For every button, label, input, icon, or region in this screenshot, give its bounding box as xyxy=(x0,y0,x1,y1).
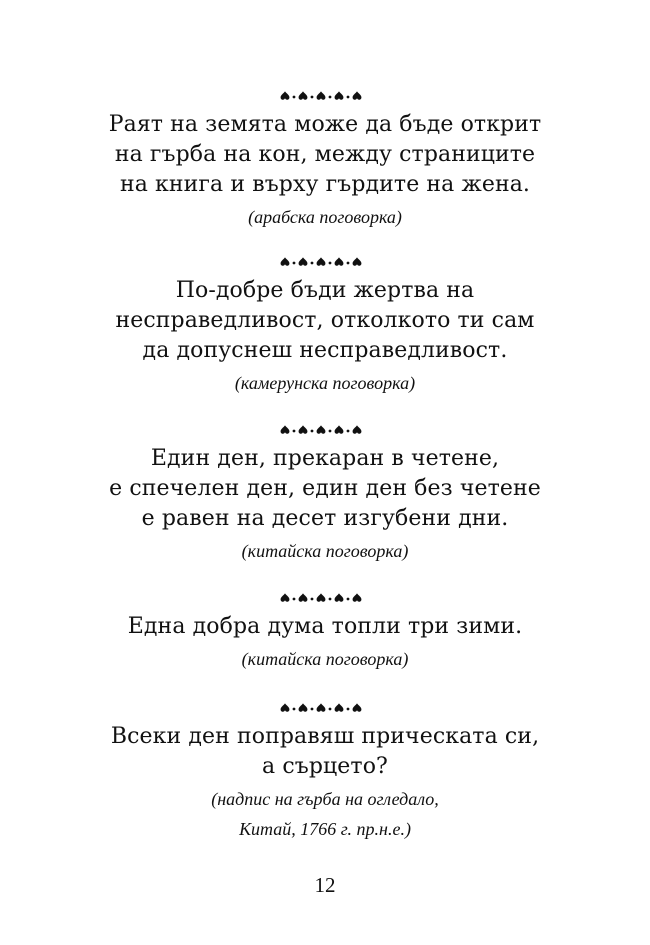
proverb-source: (камерунска поговорка) xyxy=(234,373,416,393)
proverb-entry-3 xyxy=(0,422,650,566)
proverb-line: Раят на земята може да бъде открит xyxy=(108,112,542,137)
proverb-line: е равен на десет изгубени дни. xyxy=(141,506,509,531)
proverb-line: Една добра дума топли три зими. xyxy=(127,614,523,639)
proverb-line: несправедливост, отколкото ти сам xyxy=(115,308,535,333)
proverb-line: е спечелен ден, един ден без четене xyxy=(109,476,541,501)
proverb-entry-1 xyxy=(0,88,650,232)
heart-dot-ornament-icon xyxy=(0,254,650,270)
proverb-entry-4 xyxy=(0,590,650,674)
proverb-source: Китай, 1766 г. пр.н.е.) xyxy=(239,819,411,839)
proverb-source: (надпис на гърба на огледало, xyxy=(211,789,439,809)
proverb-source: (китайска поговорка) xyxy=(241,541,409,561)
proverb-entry-2 xyxy=(0,254,650,398)
proverb-line: По-добре бъди жертва на xyxy=(175,278,475,303)
proverb-line: на гърба на кон, между страниците xyxy=(114,142,536,167)
proverb-line: на книга и върху гърдите на жена. xyxy=(119,172,531,197)
proverb-source: (китайска поговорка) xyxy=(241,649,409,669)
heart-dot-ornament-icon xyxy=(0,422,650,438)
proverb-line: Един ден, прекаран в четене, xyxy=(150,446,500,471)
page-number: 12 xyxy=(314,873,336,897)
proverb-source: (арабска поговорка) xyxy=(248,207,402,227)
heart-dot-ornament-icon xyxy=(0,700,650,716)
proverb-line: а сърцето? xyxy=(262,754,388,779)
proverb-line: Всеки ден поправяш прическата си, xyxy=(110,724,540,749)
proverb-entry-5 xyxy=(0,700,650,844)
heart-dot-ornament-icon xyxy=(0,88,650,104)
heart-dot-ornament-icon xyxy=(0,590,650,606)
proverb-line: да допуснеш несправедливост. xyxy=(142,338,508,363)
